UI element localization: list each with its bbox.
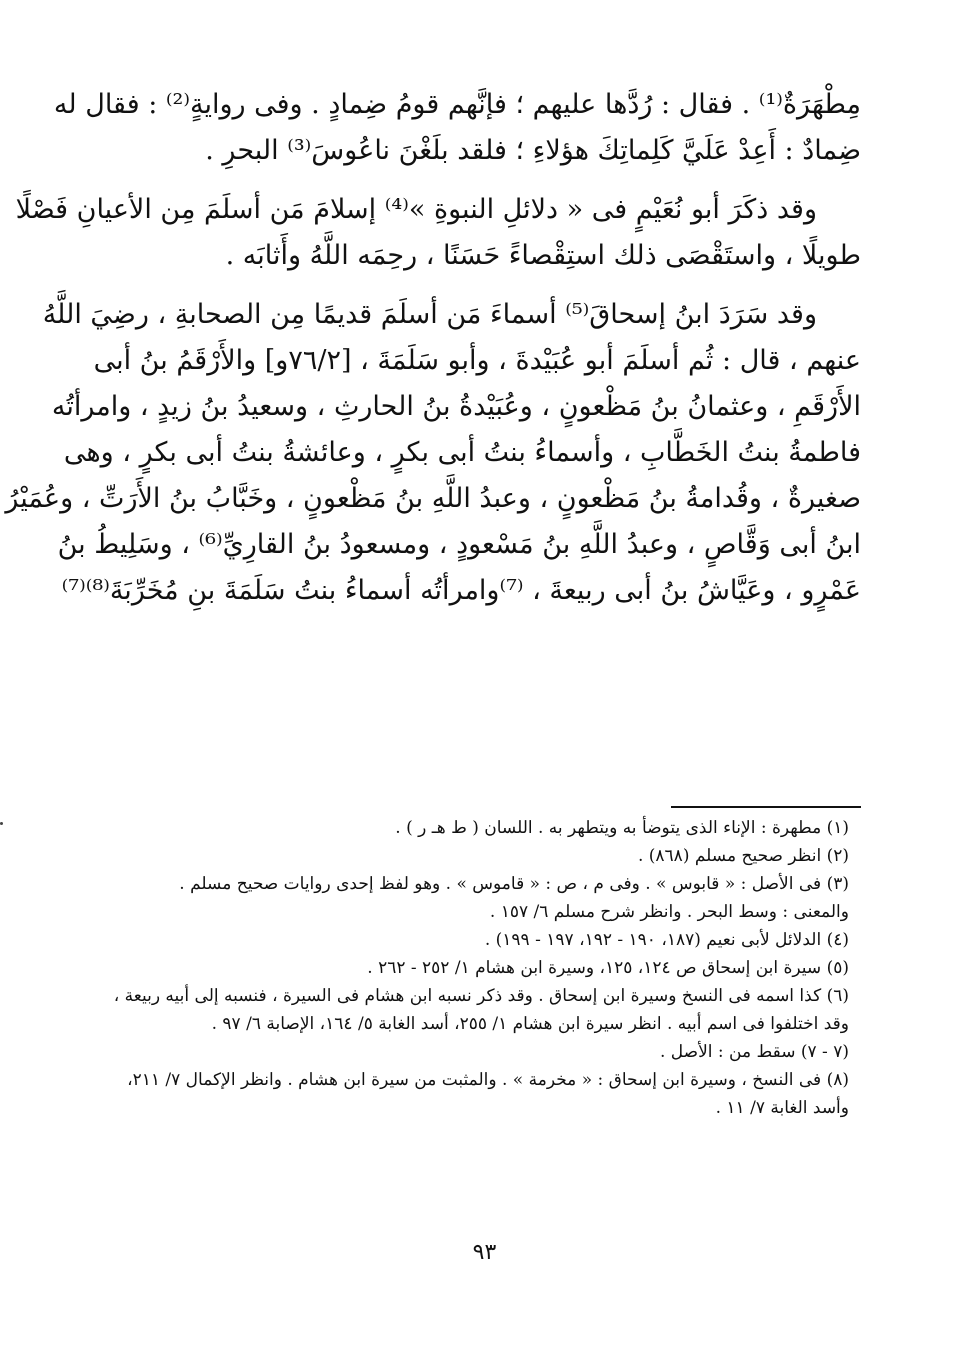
paragraph-gap: [141, 279, 861, 292]
footnote-separator: [671, 806, 861, 808]
text-line: عَمْرٍو ، وعَيَّاشُ بنُ أبى ربيعةَ ، ⁽⁷⁾وامرأتُه أسماءُ بنتُ سَلَمَةَ بنِ مُخَرِّبَةَ⁽⁸⁾⁽⁷⁾: [61, 575, 861, 606]
footnote-3: (٣) فى الأصل : « قابوس » . وفى م ، ص : « قاموس » . وهو لفظ إحدى روايات صحيح مسلم .: [179, 874, 849, 894]
paragraph-gap: [141, 174, 861, 187]
footnote-7: (٧ - ٧) سقط من : الأصل .: [659, 1042, 849, 1062]
text-line: ابنُ أبى وَقَّاصٍ ، وعبدُ اللَّهِ بنُ مَسْعودٍ ، ومسعودُ بنُ القارِيِّ⁽⁶⁾ ، وسَلِيطُ بنُ: [57, 529, 861, 560]
text-line: وقد ذكَرَ أبو نُعَيْمٍ فى « دلائلِ النبوةِ »⁽⁴⁾ إسلامَ مَن أسلَمَ مِن الأعيانِ فَصْلًا: [15, 194, 817, 225]
text-line: ضِمادٌ : أَعِدْ عَلَيَّ كَلِماتِكَ هؤلاءِ ؛ فلقد بلَغْنَ ناعُوسَ⁽³⁾ البحرِ .: [205, 135, 861, 166]
footnote-8: (٨) فى النسخ ، وسيرة ابن إسحاق : « مخرمة » . والمثبت من سيرة ابن هشام . وانظر الإكمال ٧/ ٢١١،: [127, 1070, 849, 1090]
footnote-6: (٦) كذا اسمه فى النسخ وسيرة ابن إسحاق . وقد ذكر نسبه ابن هشام فى السيرة ، فنسبه إلى أبيه ربيعة ،: [113, 986, 849, 1006]
main-text: [5, 82, 861, 614]
footnotes: [113, 814, 849, 1122]
footnote-6-continued: وقد اختلفوا فى اسم أبيه . انظر سيرة ابن هشام ١/ ٢٥٥، أسد الغابة ٥/ ١٦٤، الإصابة ٦/ ٩٧ .: [211, 1014, 849, 1034]
footnote-3-continued: والمعنى : وسط البحر . وانظر شرح مسلم ٦/ ١٥٧ .: [489, 902, 849, 922]
text-line: فاطمةُ بنتُ الخَطَّابِ ، وأسماءُ بنتُ أبى بكرٍ ، وعائشةُ بنتُ أبى بكرٍ ، وهى: [63, 437, 861, 468]
footnote-1: (١) مطهرة : الإناء الذى يتوضأ به ويتطهر به . اللسان ( ط هـ ر ) .: [395, 818, 849, 838]
page-number: ٩٣: [472, 1240, 497, 1265]
footnote-2: (٢) انظر صحيح مسلم (٨٦٨) .: [637, 846, 849, 866]
text-line: وقد سَرَدَ ابنُ إسحاقَ⁽⁵⁾ أسماءَ مَن أسلَمَ قديمًا مِن الصحابةِ ، رضِيَ اللَّهُ: [42, 299, 817, 330]
text-line: صغيرةٌ ، وقُدامةُ بنُ مَظْعونٍ ، وعبدُ اللَّهِ بنُ مَظْعونٍ ، وخَبَّابُ بنُ الأَرَتِّ ، وعُمَيْرُ: [5, 483, 861, 514]
footnote-8-continued: وأسد الغابة ٧/ ١١ .: [715, 1098, 849, 1118]
footnote-4: (٤) الدلائل لأبى نعيم (١٨٧، ١٩٠ - ١٩٢، ١٩٧ - ١٩٩) .: [484, 930, 849, 950]
text-line: عنهم ، قال : ثُم أسلَمَ أبو عُبَيْدةَ ، وأبو سَلَمَةَ ، [٧٦/٢و] والأَرْقَمُ بنُ أبى: [93, 345, 861, 376]
footnote-5: (٥) سيرة ابن إسحاق ص ١٢٤، ١٢٥، وسيرة ابن هشام ١/ ٢٥٢ - ٢٦٢ .: [367, 958, 849, 978]
text-line: مِطْهَرَةٌ⁽¹⁾ . فقال : رُدَّها عليهم ؛ فإنَّهم قومُ ضِمادٍ . وفى روايةٍ⁽²⁾ : فقال له: [53, 89, 861, 120]
text-line: طويلًا ، واستَقْصَى ذلك استِقْصاءً حَسَنًا ، رحِمَه اللَّهُ وأَثابَه .: [225, 240, 861, 271]
text-line: الأَرْقَمِ ، وعثمانُ بنُ مَظْعونٍ ، وعُبَيْدةُ بنُ الحارثِ ، وسعيدُ بنُ زيدٍ ، وامرأتُه: [51, 391, 861, 422]
margin-speck: [0, 822, 3, 825]
